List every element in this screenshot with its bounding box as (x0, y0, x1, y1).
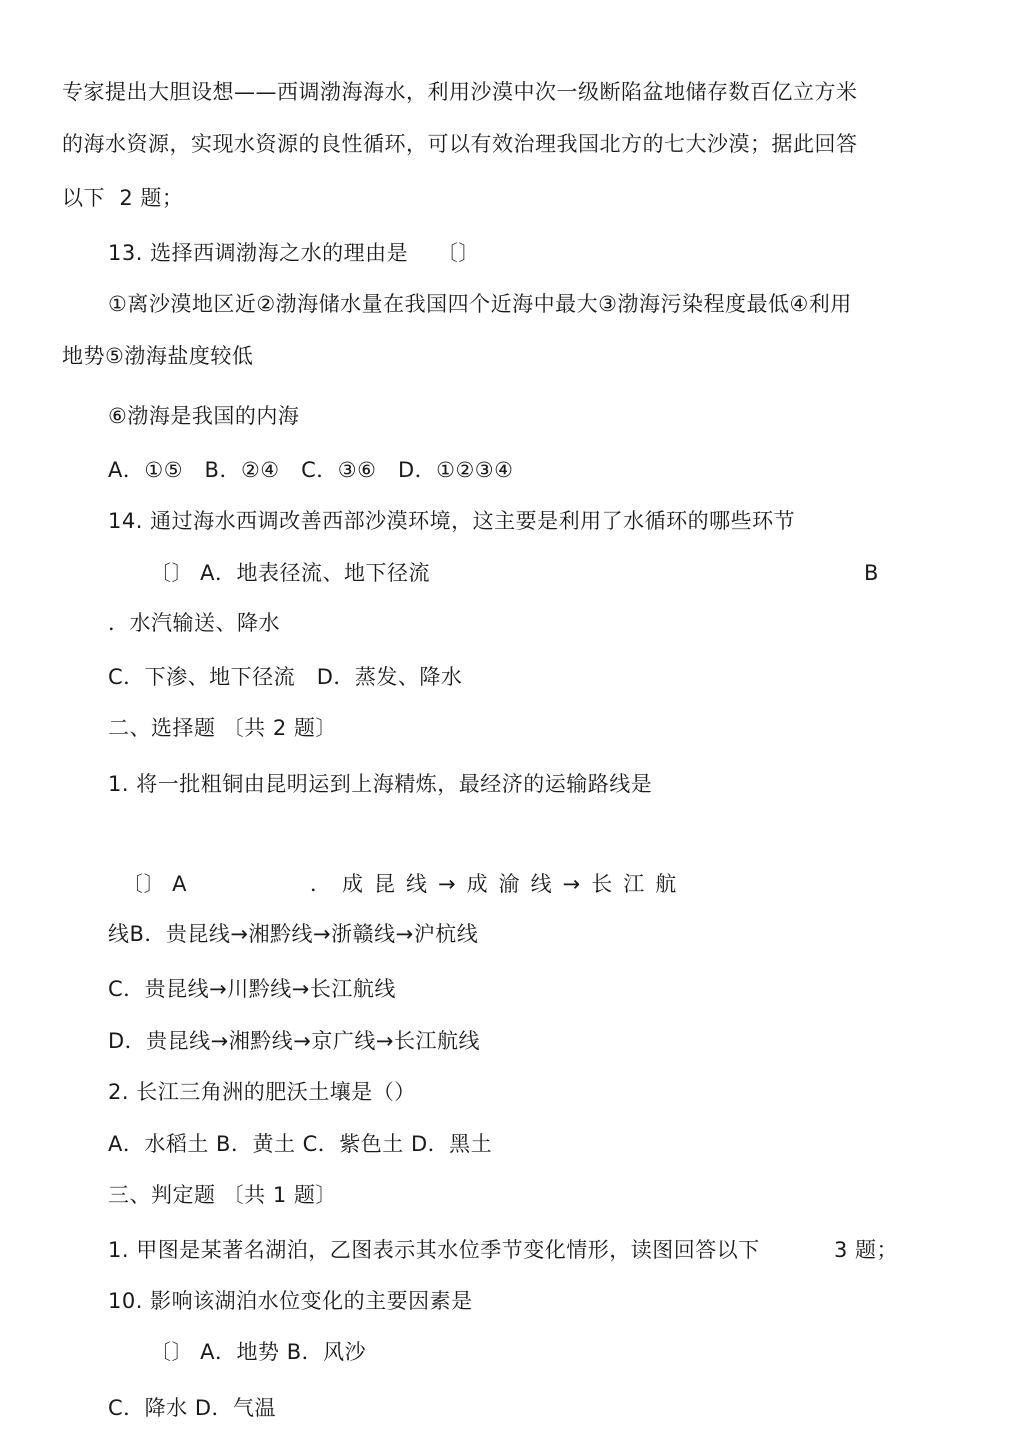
intro-line-2: 的海水资源，实现水资源的良性循环，可以有效治理我国北方的七大沙漠；据此回答 (62, 132, 858, 156)
s3-q10-choices-cd: C．降水 D．气温 (108, 1396, 277, 1420)
s3-q10-choices-ab: 〔〕 A．地势 B．风沙 (150, 1340, 367, 1364)
q14-stem: 14. 通过海水西调改善西部沙漠环境，这主要是利用了水循环的哪些环节 (108, 509, 796, 533)
q13-choices: A．①⑤ B．②④ C．③⑥ D．①②③④ (108, 458, 514, 482)
intro-line-1: 专家提出大胆设想——西调渤海海水，利用沙漠中次一级断陷盆地储存数百亿立方米 (62, 80, 858, 104)
s2-q1-c: C．贵昆线→川黔线→长江航线 (108, 977, 396, 1001)
s2-q2-stem: 2. 长江三角洲的肥沃土壤是（） (108, 1080, 416, 1104)
s2-q1-stem: 1. 将一批粗铜由昆明运到上海精炼，最经济的运输路线是 (108, 772, 653, 796)
section-2-heading: 二、选择题 〔共 2 题〕 (108, 716, 337, 740)
s3-q10-stem: 10. 影响该湖泊水位变化的主要因素是 (108, 1289, 473, 1313)
s2-q1-d: D．贵昆线→湘黔线→京广线→长江航线 (108, 1029, 480, 1053)
q13-options-line-1: ①离沙漠地区近②渤海储水量在我国四个近海中最大③渤海污染程度最低④利用 (108, 292, 852, 316)
q14-choices-cd: C．下渗、地下径流 D．蒸发、降水 (108, 665, 463, 689)
s3-q1-stem: 1. 甲图是某著名湖泊，乙图表示其水位季节变化情形，读图回答以下 (108, 1238, 760, 1262)
q14-choice-a: 〔〕 A．地表径流、地下径流 (150, 561, 431, 585)
s2-q2-choices: A．水稻土 B．黄土 C．紫色土 D．黑土 (108, 1132, 493, 1156)
q14-choice-b-text: ．水汽输送、降水 (108, 611, 280, 635)
s2-q1-a-cont: 线B．贵昆线→湘黔线→浙赣线→沪杭线 (108, 922, 479, 946)
q14-choice-b-letter: B (864, 561, 879, 585)
section-3-heading: 三、判定题 〔共 1 题〕 (108, 1183, 337, 1207)
q13-stem: 13. 选择西调渤海之水的理由是 〔〕 (108, 241, 480, 265)
intro-line-3: 以下 2 题； (62, 186, 184, 210)
s2-q1-a-bracket: 〔〕 A (122, 872, 188, 896)
s3-q1-stem-tail: 3 题； (834, 1238, 899, 1262)
q13-options-line-2: 地势⑤渤海盐度较低 (62, 344, 254, 368)
q13-options-line-3: ⑥渤海是我国的内海 (108, 404, 300, 428)
s2-q1-a-route: ．成昆线→成渝线→长江航 (310, 872, 688, 896)
